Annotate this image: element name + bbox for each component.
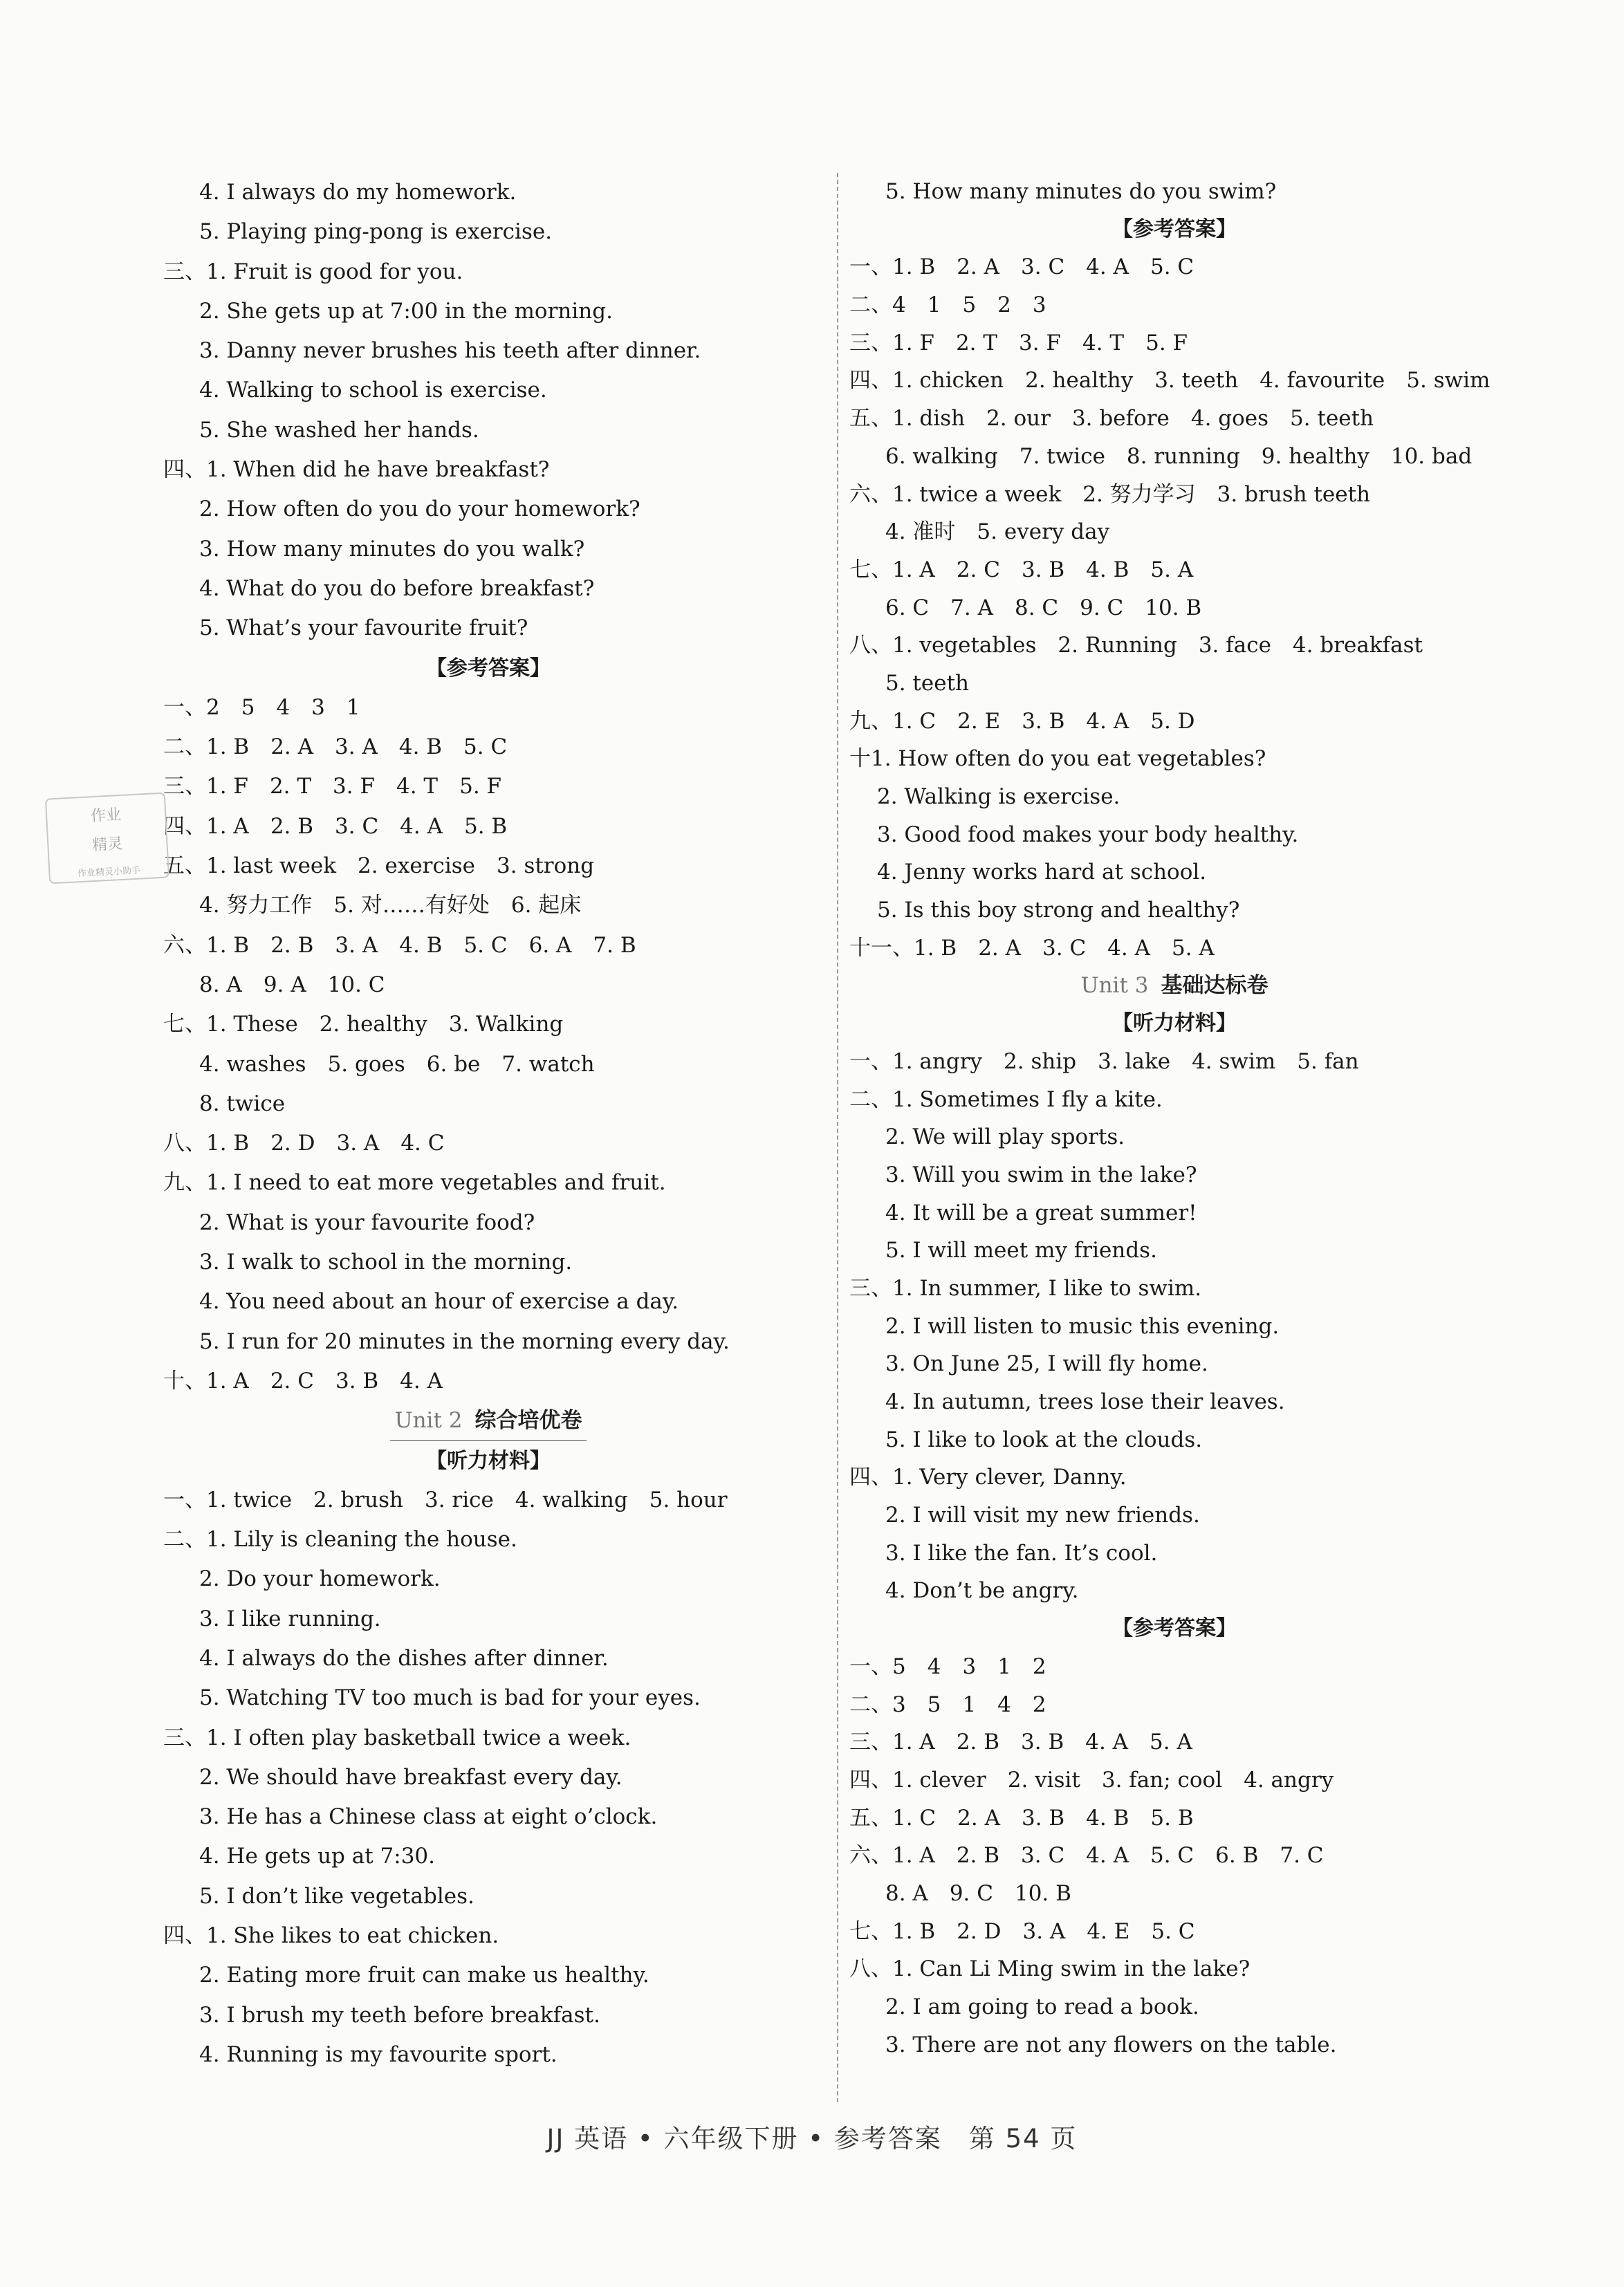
- answer-line: 四、1. chicken 2. healthy 3. teeth 4. favourite 5. swim: [849, 368, 1491, 393]
- answer-line: 5. I run for 20 minutes in the morning every day.: [199, 1328, 730, 1354]
- answer-line: 四、1. clever 2. visit 3. fan; cool 4. angry: [849, 1767, 1334, 1793]
- answer-line: 二、1. Lily is cleaning the house.: [163, 1527, 517, 1553]
- answer-line: 3. I walk to school in the morning.: [199, 1250, 573, 1275]
- answer-line: 八、1. vegetables 2. Running 3. face 4. breakfast: [849, 633, 1423, 658]
- answer-line: 五、1. C 2. A 3. B 4. B 5. B: [849, 1805, 1194, 1831]
- answer-line: 5. Watching TV too much is bad for your eyes.: [199, 1685, 701, 1711]
- answer-line: 5. She washed her hands.: [199, 417, 479, 443]
- answer-line: 5. Playing ping-pong is exercise.: [199, 219, 553, 245]
- answer-line: 4. Walking to school is exercise.: [199, 378, 547, 403]
- answer-line: 五、1. last week 2. exercise 3. strong: [163, 853, 595, 879]
- answer-line: 3. On June 25, I will fly home.: [885, 1351, 1208, 1377]
- answer-line: 6. walking 7. twice 8. running 9. healthy 10. bad: [885, 443, 1473, 469]
- answer-line: 5. I don’t like vegetables.: [199, 1883, 474, 1909]
- answer-line: 4. 努力工作 5. 对……有好处 6. 起床: [199, 893, 582, 918]
- right-column: [849, 173, 1500, 2064]
- answer-line: 十一、1. B 2. A 3. C 4. A 5. A: [849, 935, 1215, 961]
- answer-line: 5. Is this boy strong and healthy?: [877, 898, 1240, 923]
- stamp-line-3: 作业精灵小助手: [77, 865, 141, 880]
- answer-line: 2. She gets up at 7:00 in the morning.: [199, 298, 613, 324]
- answer-line: 6. C 7. A 8. C 9. C 10. B: [885, 595, 1202, 620]
- answer-line: 4. Don’t be angry.: [885, 1578, 1079, 1604]
- answer-line: 五、1. dish 2. our 3. before 4. goes 5. teeth: [849, 406, 1374, 432]
- answer-line: 4. You need about an hour of exercise a day.: [199, 1289, 679, 1315]
- unit-title: [849, 967, 1500, 1005]
- section-heading: 【参考答案】: [1112, 216, 1237, 241]
- answer-line: 3. I like running.: [199, 1606, 381, 1631]
- answer-line: 3. How many minutes do you walk?: [199, 536, 585, 562]
- unit-title: [163, 1401, 813, 1441]
- answer-line: 三、1. F 2. T 3. F 4. T 5. F: [849, 330, 1188, 355]
- answer-line: 4. Running is my favourite sport.: [199, 2041, 557, 2067]
- answer-line: 二、1. B 2. A 3. A 4. B 5. C: [163, 734, 508, 760]
- answer-line: 四、1. When did he have breakfast?: [163, 457, 550, 483]
- unit-number: Unit 2: [394, 1408, 463, 1434]
- answer-line: 4. I always do my homework.: [199, 180, 517, 205]
- unit-name: 基础达标卷: [1161, 973, 1268, 999]
- answer-line: 十、1. A 2. C 3. B 4. A: [163, 1368, 443, 1394]
- answer-line: 4. Jenny works hard at school.: [877, 860, 1207, 885]
- answer-line: 四、1. Very clever, Danny.: [849, 1465, 1127, 1490]
- answer-line: 2. How often do you do your homework?: [199, 497, 640, 522]
- answer-line: 一、2 5 4 3 1: [163, 694, 360, 720]
- answer-line: 4. In autumn, trees lose their leaves.: [885, 1389, 1285, 1414]
- answer-line: 2. Walking is exercise.: [877, 784, 1120, 809]
- answer-line: 5. I like to look at the clouds.: [885, 1427, 1203, 1452]
- answer-line: 二、1. Sometimes I fly a kite.: [849, 1086, 1163, 1112]
- answer-line: 三、1. F 2. T 3. F 4. T 5. F: [163, 774, 502, 799]
- answer-line: 三、1. A 2. B 3. B 4. A 5. A: [849, 1730, 1192, 1755]
- answer-line: 4. 准时 5. every day: [885, 519, 1110, 545]
- answer-line: 三、1. Fruit is good for you.: [163, 259, 463, 284]
- answer-line: 七、1. B 2. D 3. A 4. E 5. C: [849, 1918, 1195, 1944]
- answer-line: 2. I am going to read a book.: [885, 1994, 1199, 2019]
- answer-line: 一、1. twice 2. brush 3. rice 4. walking 5. hour: [163, 1487, 728, 1512]
- answer-line: 3. I like the fan. It’s cool.: [885, 1540, 1158, 1566]
- section-heading: 【参考答案】: [1112, 1616, 1237, 1641]
- answer-line: 2. We should have breakfast every day.: [199, 1764, 622, 1790]
- answer-line: 4. It will be a great summer!: [885, 1200, 1197, 1225]
- answer-line: 二、3 5 1 4 2: [849, 1692, 1046, 1717]
- answer-line: 三、1. In summer, I like to swim.: [849, 1275, 1202, 1301]
- stamp-line-1: 作业: [90, 806, 122, 826]
- answer-line: 二、4 1 5 2 3: [849, 293, 1046, 318]
- answer-line: 5. teeth: [885, 670, 970, 696]
- section-heading: 【听力材料】: [426, 1448, 551, 1473]
- answer-line: 九、1. C 2. E 3. B 4. A 5. D: [849, 708, 1195, 734]
- answer-line: 四、1. A 2. B 3. C 4. A 5. B: [163, 813, 508, 839]
- answer-line: 六、1. B 2. B 3. A 4. B 5. C 6. A 7. B: [163, 932, 636, 958]
- answer-line: 3. Good food makes your body healthy.: [877, 822, 1299, 847]
- answer-line: 九、1. I need to eat more vegetables and fruit.: [163, 1170, 666, 1196]
- answer-line: 四、1. She likes to eat chicken.: [163, 1923, 499, 1949]
- column-divider: [837, 173, 838, 2102]
- answer-line: 一、1. B 2. A 3. C 4. A 5. C: [849, 254, 1194, 280]
- left-column: [163, 173, 813, 2075]
- answer-line: 八、1. Can Li Ming swim in the lake?: [849, 1956, 1251, 1982]
- answer-line: 3. I brush my teeth before breakfast.: [199, 2002, 600, 2028]
- section-heading: 【参考答案】: [426, 656, 551, 680]
- answer-line: 4. He gets up at 7:30.: [199, 1844, 435, 1869]
- answer-line: 8. A 9. C 10. B: [885, 1880, 1071, 1906]
- stamp-line-2: 精灵: [91, 835, 124, 855]
- answer-line: 十1. How often do you eat vegetables?: [849, 746, 1266, 772]
- answer-line: 2. What is your favourite food?: [199, 1210, 535, 1235]
- answer-line: 一、5 4 3 1 2: [849, 1654, 1046, 1679]
- answer-line: 5. I will meet my friends.: [885, 1238, 1157, 1263]
- unit-number: Unit 3: [1080, 973, 1149, 999]
- answer-line: 4. What do you do before breakfast?: [199, 575, 595, 601]
- answer-line: 5. What’s your favourite fruit?: [199, 615, 528, 641]
- answer-line: 5. How many minutes do you swim?: [885, 179, 1277, 204]
- answer-line: 八、1. B 2. D 3. A 4. C: [163, 1131, 445, 1156]
- answer-line: 七、1. A 2. C 3. B 4. B 5. A: [849, 557, 1194, 582]
- answer-line: 2. Do your homework.: [199, 1566, 441, 1592]
- answer-line: 3. There are not any flowers on the table.: [885, 2032, 1337, 2057]
- answer-line: 8. twice: [199, 1091, 286, 1116]
- answer-line: 七、1. These 2. healthy 3. Walking: [163, 1012, 564, 1037]
- answer-line: 六、1. twice a week 2. 努力学习 3. brush teeth: [849, 481, 1371, 507]
- answer-line: 2. I will visit my new friends.: [885, 1503, 1200, 1528]
- answer-line: 2. We will play sports.: [885, 1124, 1125, 1150]
- unit-name: 综合培优卷: [474, 1408, 582, 1434]
- answer-line: 一、1. angry 2. ship 3. lake 4. swim 5. fan: [849, 1048, 1359, 1074]
- answer-line: 2. Eating more fruit can make us healthy.: [199, 1963, 649, 1988]
- section-heading: 【听力材料】: [1112, 1011, 1237, 1036]
- watermark-stamp: [45, 793, 169, 885]
- answer-line: 2. I will listen to music this evening.: [885, 1313, 1280, 1339]
- page-footer: JJ 英语 • 六年级下册 • 参考答案 第 54 页: [546, 2124, 1078, 2154]
- answer-line: 3. He has a Chinese class at eight o’clock.: [199, 1804, 658, 1830]
- answer-line: 3. Will you swim in the lake?: [885, 1162, 1197, 1187]
- answer-line: 8. A 9. A 10. C: [199, 972, 385, 997]
- answer-line: 4. I always do the dishes after dinner.: [199, 1645, 609, 1671]
- answer-line: 三、1. I often play basketball twice a week.: [163, 1725, 631, 1750]
- answer-line: 六、1. A 2. B 3. C 4. A 5. C 6. B 7. C: [849, 1843, 1324, 1869]
- answer-line: 3. Danny never brushes his teeth after dinner.: [199, 338, 701, 364]
- answer-line: 4. washes 5. goes 6. be 7. watch: [199, 1051, 595, 1077]
